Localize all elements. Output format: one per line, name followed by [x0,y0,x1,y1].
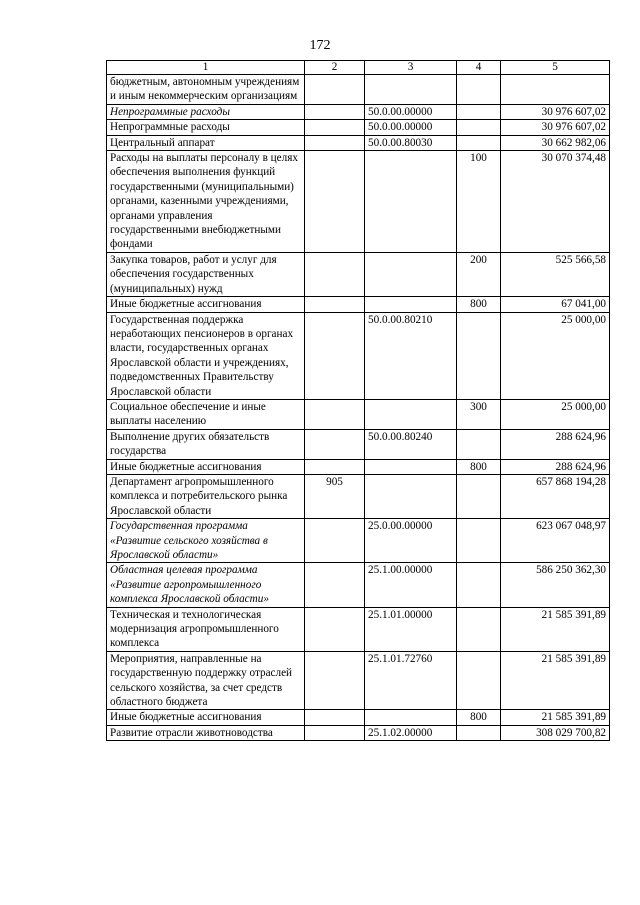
header-col-3: 3 [365,61,457,75]
row-code-cell [365,75,457,105]
row-amount-cell: 525 566,58 [501,252,610,296]
row-name-cell: Центральный аппарат [107,135,305,150]
row-name-cell: Выполнение других обязательств государства [107,429,305,459]
table-row [107,651,610,710]
row-name-cell: Непрограммные расходы [107,120,305,135]
header-col-1: 1 [107,61,305,75]
row-name-cell: бюджетным, автономным учреждениям и иным некоммерческим организациям [107,75,305,105]
row-amount-cell: 586 250 362,30 [501,563,610,607]
row-dept-cell [305,297,365,312]
row-dept-cell [305,104,365,119]
row-type-cell: 800 [457,297,501,312]
row-code-cell [365,151,457,253]
row-name-cell: Закупка товаров, работ и услуг для обеспечения государственных (муниципальных) нужд [107,252,305,296]
table-row [107,563,610,607]
row-dept-cell [305,651,365,710]
row-amount-cell: 30 976 607,02 [501,120,610,135]
table-row [107,120,610,135]
row-code-cell: 50.0.00.80240 [365,429,457,459]
row-type-cell [457,135,501,150]
row-dept-cell [305,135,365,150]
row-amount-cell: 30 662 982,06 [501,135,610,150]
row-name-cell: Развитие отрасли животноводства [107,725,305,740]
row-amount-cell: 288 624,96 [501,429,610,459]
row-type-cell [457,429,501,459]
row-name-cell: Иные бюджетные ассигнования [107,710,305,725]
row-name-cell: Государственная поддержка неработающих пенсионеров в органах власти, государственных органах Ярославской области и учреждениях, подведомственных Правительству Ярославской области [107,312,305,399]
table-row [107,607,610,651]
row-type-cell [457,312,501,399]
row-type-cell [457,725,501,740]
row-type-cell [457,75,501,105]
row-name-cell: Иные бюджетные ассигнования [107,459,305,474]
table-row [107,151,610,253]
row-dept-cell [305,710,365,725]
row-type-cell [457,563,501,607]
row-type-cell [457,519,501,563]
row-type-cell [457,474,501,518]
row-amount-cell: 25 000,00 [501,399,610,429]
row-dept-cell [305,75,365,105]
row-code-cell: 25.1.01.00000 [365,607,457,651]
row-code-cell: 25.0.00.00000 [365,519,457,563]
row-code-cell [365,710,457,725]
row-type-cell [457,104,501,119]
page-number: 172 [309,38,331,53]
row-dept-cell [305,252,365,296]
table-row [107,725,610,740]
header-col-5: 5 [501,61,610,75]
row-type-cell [457,607,501,651]
header-col-4: 4 [457,61,501,75]
row-code-cell [365,252,457,296]
row-code-cell [365,399,457,429]
table-row [107,399,610,429]
row-type-cell: 800 [457,459,501,474]
row-amount-cell: 25 000,00 [501,312,610,399]
row-amount-cell [501,75,610,105]
row-amount-cell: 657 868 194,28 [501,474,610,518]
row-code-cell: 50.0.00.80210 [365,312,457,399]
table-row [107,459,610,474]
row-amount-cell: 30 976 607,02 [501,104,610,119]
row-code-cell: 50.0.00.00000 [365,104,457,119]
row-amount-cell: 21 585 391,89 [501,607,610,651]
row-dept-cell [305,429,365,459]
row-name-cell: Иные бюджетные ассигнования [107,297,305,312]
row-amount-cell: 67 041,00 [501,297,610,312]
header-col-2: 2 [305,61,365,75]
row-name-cell: Расходы на выплаты персоналу в целях обеспечения выполнения функций государственными (муниципальными) органами, казенными учреждениями, органами управления государственными внебюджетными фондами [107,151,305,253]
row-code-cell: 25.1.02.00000 [365,725,457,740]
row-code-cell [365,474,457,518]
table-row [107,104,610,119]
row-dept-cell [305,563,365,607]
row-amount-cell: 623 067 048,97 [501,519,610,563]
row-code-cell: 50.0.00.00000 [365,120,457,135]
row-dept-cell [305,607,365,651]
budget-table [106,60,610,741]
row-name-cell: Областная целевая программа «Развитие агропромышленного комплекса Ярославской области» [107,563,305,607]
row-type-cell: 300 [457,399,501,429]
row-code-cell [365,459,457,474]
table-row [107,252,610,296]
table-row [107,135,610,150]
row-type-cell: 100 [457,151,501,253]
table-row [107,710,610,725]
table-row [107,429,610,459]
row-dept-cell [305,151,365,253]
row-code-cell [365,297,457,312]
table-row [107,474,610,518]
row-dept-cell [305,519,365,563]
row-name-cell: Социальное обеспечение и иные выплаты населению [107,399,305,429]
table-row [107,75,610,105]
row-type-cell [457,651,501,710]
row-dept-cell [305,725,365,740]
table-row [107,519,610,563]
header-row [107,61,610,75]
row-amount-cell: 308 029 700,82 [501,725,610,740]
row-amount-cell: 288 624,96 [501,459,610,474]
row-type-cell: 800 [457,710,501,725]
table-row [107,297,610,312]
row-amount-cell: 21 585 391,89 [501,710,610,725]
row-dept-cell [305,459,365,474]
row-dept-cell [305,399,365,429]
row-code-cell: 25.1.00.00000 [365,563,457,607]
row-dept-cell: 905 [305,474,365,518]
row-name-cell: Непрограммные расходы [107,104,305,119]
row-type-cell: 200 [457,252,501,296]
row-amount-cell: 30 070 374,48 [501,151,610,253]
row-dept-cell [305,120,365,135]
row-code-cell: 50.0.00.80030 [365,135,457,150]
table-row [107,312,610,399]
row-name-cell: Мероприятия, направленные на государственную поддержку отраслей сельского хозяйства, за счет средств областного бюджета [107,651,305,710]
row-name-cell: Техническая и технологическая модернизация агропромышленного комплекса [107,607,305,651]
row-amount-cell: 21 585 391,89 [501,651,610,710]
row-type-cell [457,120,501,135]
row-dept-cell [305,312,365,399]
row-name-cell: Департамент агропромышленного комплекса и потребительского рынка Ярославской области [107,474,305,518]
row-name-cell: Государственная программа «Развитие сельского хозяйства в Ярославской области» [107,519,305,563]
row-code-cell: 25.1.01.72760 [365,651,457,710]
